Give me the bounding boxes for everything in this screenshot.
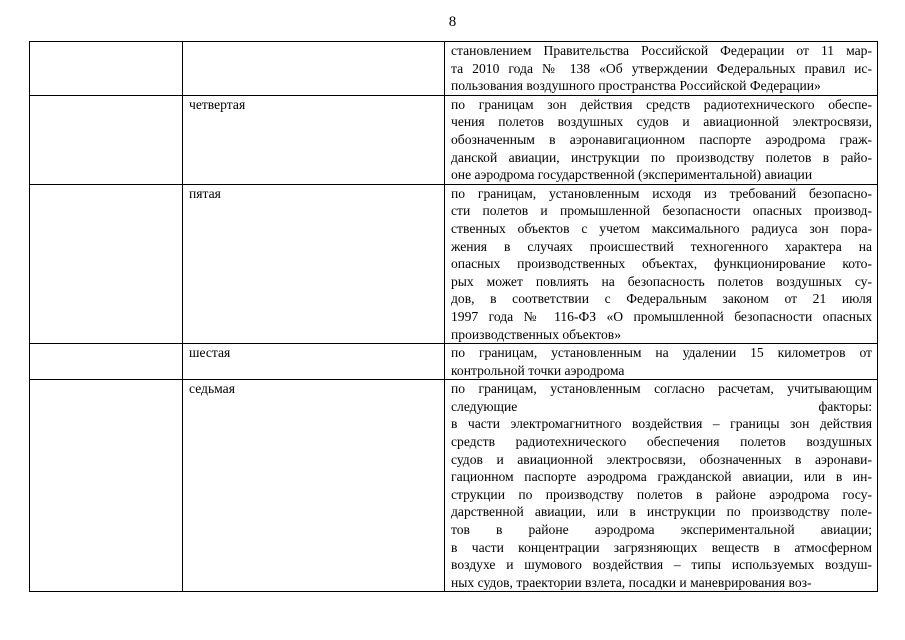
description-line: воздухе и шумового воздействия – типы используемых воздуш- xyxy=(451,557,872,573)
zone-name: седьмая xyxy=(189,381,235,397)
table-row xyxy=(30,184,878,343)
zones-table-body xyxy=(30,42,878,592)
table-row xyxy=(30,344,878,380)
empty-cell xyxy=(30,184,183,343)
description-line: чения полетов воздушных судов и авиационной электросвязи, xyxy=(451,114,872,130)
description-line: средств радиотехнического обеспечения полетов воздушных xyxy=(451,434,872,450)
description-line: рых может повлиять на безопасность полетов воздушных су- xyxy=(451,273,872,289)
description-line: следующие факторы: xyxy=(451,398,872,414)
description-line: жения в случаях происшествий техногенного характера на xyxy=(451,238,872,254)
zone-name: четвертая xyxy=(189,96,246,112)
description-line: оне аэродрома государственной (экспериментальной) авиации xyxy=(451,167,813,183)
empty-cell xyxy=(30,344,183,380)
zone-name-cell xyxy=(183,344,445,380)
zone-name-cell xyxy=(183,380,445,592)
description-line: сти полетов и промышленной безопасности опасных производ- xyxy=(451,203,872,219)
description-line: судов и авиационной электросвязи, обозначенных в аэронави- xyxy=(451,451,872,467)
zone-description-cell xyxy=(445,380,878,592)
zone-description-cell xyxy=(445,95,878,184)
page-number: 8 xyxy=(448,14,457,30)
empty-cell xyxy=(30,380,183,592)
description-line: гационном паспорте аэродрома гражданской авиации, или в ин- xyxy=(451,469,872,485)
zone-description-cell xyxy=(445,42,878,96)
description-line: струкции по производству полетов в районе аэродрома госу- xyxy=(451,486,872,502)
description-line: по границам, установленным исходя из требований безопасно- xyxy=(451,185,872,201)
description-line: данской авиации, инструкции по производству полетов в райо- xyxy=(451,149,872,165)
description-line: дов, в соответствии с Федеральным законом от 21 июля xyxy=(451,291,872,307)
table-row xyxy=(30,95,878,184)
description-line: ственных объектов с учетом максимального радиуса зон пора- xyxy=(451,220,872,236)
description-line: 1997 года № 116-ФЗ «О промышленной безопасности опасных xyxy=(451,308,872,324)
zone-name-cell xyxy=(183,42,445,96)
description-line: обозначенным в аэронавигационном паспорте аэродрома граж- xyxy=(451,131,872,147)
description-line: дарственной авиации, или в инструкции по производству поле- xyxy=(451,504,872,520)
description-line: по границам, установленным на удалении 15 километров от xyxy=(451,345,872,361)
table-row xyxy=(30,42,878,96)
description-line: пользования воздушного пространства Российской Федерации» xyxy=(451,78,821,94)
empty-cell xyxy=(30,95,183,184)
zone-description-cell xyxy=(445,344,878,380)
description-line: становлением Правительства Российской Федерации от 11 мар- xyxy=(451,43,872,58)
description-line: в части концентрации загрязняющих веществ в атмосферном xyxy=(451,539,872,555)
zones-table xyxy=(29,41,878,592)
zone-name: шестая xyxy=(189,345,231,361)
zone-description-cell xyxy=(445,184,878,343)
empty-cell xyxy=(30,42,183,96)
description-line: опасных производственных объектах, функционирование кото- xyxy=(451,256,872,272)
description-line: ных судов, траектории взлета, посадки и маневрирования воз- xyxy=(451,574,812,590)
description-line: по границам зон действия средств радиотехнического обеспе- xyxy=(451,96,872,112)
description-line: тов в районе аэродрома экспериментальной авиации; xyxy=(451,522,872,538)
table-row xyxy=(30,380,878,592)
zone-name-cell xyxy=(183,184,445,343)
description-line: контрольной точки аэродрома xyxy=(451,362,625,378)
description-line: по границам, установленным согласно расчетам, учитывающим xyxy=(451,381,872,397)
description-line: производственных объектов» xyxy=(451,326,622,342)
description-line: в части электромагнитного воздействия – границы зон действия xyxy=(451,416,872,432)
zone-name-cell xyxy=(183,95,445,184)
description-line: та 2010 года № 138 «Об утверждении Федеральных правил ис- xyxy=(451,60,872,76)
zone-name: пятая xyxy=(189,185,221,201)
